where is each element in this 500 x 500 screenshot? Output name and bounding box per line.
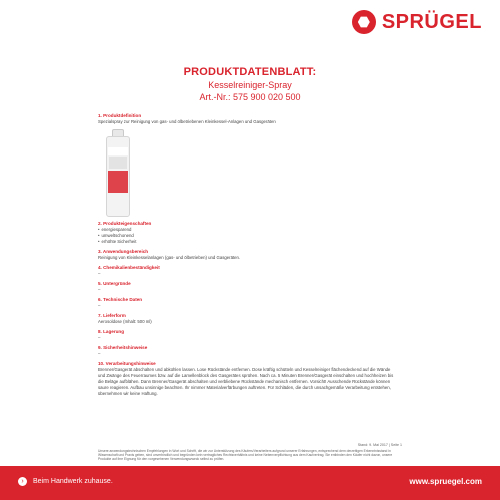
footer-bar <box>0 466 500 500</box>
section-text: – <box>98 271 101 276</box>
section-technical-data <box>98 297 398 309</box>
section-text: Spezialspray zur Reinigung von gas- und ölbetriebenen Kleinkessel-Anlagen und Gasgeräten <box>98 119 276 124</box>
section-product-properties <box>98 221 398 245</box>
section-safety-notes <box>98 345 398 357</box>
section-heading: 5. Untergründe <box>98 281 131 286</box>
brand-name: SPRÜGEL <box>381 10 482 33</box>
document-title: PRODUKTDATENBLATT: <box>183 66 317 78</box>
section-heading: 4. Chemikalienbeständigkeit <box>98 265 160 270</box>
content-column <box>98 113 398 401</box>
revision-date: Stand: 9. Mai 2017 | Seite 1 <box>357 443 402 447</box>
title-block <box>0 66 500 102</box>
product-name: Kesselreiniger-Spray <box>208 80 292 90</box>
header-bar <box>0 0 500 52</box>
section-delivery-form <box>98 313 398 325</box>
brand-logo[interactable] <box>352 10 482 34</box>
bullet-item: • erhöhte Sicherheit <box>98 239 137 244</box>
section-product-definition <box>98 113 398 125</box>
legal-footnote: Unsere anwendungstechnischen Empfehlungen in Wort und Schrift, die wir zur Unterstützung des Käufers/Verarbeiters aufgrund unserer Erfahrungen, entsprechend dem derzeitigen Erkenntnisstand in Wissenschaft und Praxis geben, sind unverbindlich und begründen kein vertragliches Rechtsverhältnis und keine Nebenverpflichtung aus dem Kaufvertrag. Sie entbinden den Käufer nicht davon, unsere Produkte auf ihre Eignung für den vorgesehenen Verwendungszweck selbst zu prüfen. <box>98 449 393 462</box>
section-heading: 10. Verarbeitungshinweise <box>98 361 156 366</box>
nut-logo-icon <box>352 10 376 34</box>
section-heading: 1. Produktdefinition <box>98 113 142 118</box>
section-text: – <box>98 335 101 340</box>
product-spray-can-image <box>106 129 128 215</box>
section-substrates <box>98 281 398 293</box>
bullet-icon: • <box>98 227 100 232</box>
bullet-icon: • <box>98 233 100 238</box>
section-heading: 2. Produkteigenschaften <box>98 221 152 226</box>
footer-slogan: Beim Handwerk zuhause. <box>33 478 113 485</box>
section-heading: 9. Sicherheitshinweise <box>98 345 148 350</box>
bullet-item: • energiesparend <box>98 227 132 232</box>
section-text: – <box>98 303 101 308</box>
article-number: Art.-Nr.: 575 900 020 500 <box>199 92 301 102</box>
footer-slogan-group <box>18 477 113 486</box>
section-storage <box>98 329 398 341</box>
bullet-icon: • <box>98 239 100 244</box>
section-text: Reinigung von Kleinkesselanlagen (gas- und ölbetrieben) und Gasgeräten. <box>98 255 241 260</box>
section-chemical-resistance <box>98 265 398 277</box>
section-text: Aerosoldose (Inhalt: 500 ml) <box>98 319 152 324</box>
section-application-area <box>98 249 398 261</box>
bullet-item: • umweltschonend <box>98 233 134 238</box>
section-heading: 7. Lieferform <box>98 313 126 318</box>
footer-website-link[interactable]: www.spruegel.com <box>409 477 482 486</box>
arrow-right-icon: › <box>18 477 27 486</box>
section-heading: 8. Lagerung <box>98 329 125 334</box>
section-text: Brenner/Gasgerät abschalten und abkühlen lassen. Lose Rückstände entfernen. Dose kräftig schütteln und Kesselreiniger flächendeckend auf die Wände und Zwänge des Feuerraumes bzw. auf die Lamellenblock des Gasgerätes sprühen. Nach ca. 5 Minuten Brenner/Gasgerät einschalten und hochheizen bis die Beläge aufblähen. Dann Brenner/Gasgerät abschalten und verbliebene Rückstände mechanisch entfernen. Vorsicht! Ausschende Rückstände können saure reagieren. Aufbau unsinnige beachten. Ihr nimmer Materialverfärbungen auftreten. Für Schläden, die durch unsachgemäße Verarbeitung entstehen, übernehmen wir keine Haftung. <box>98 367 394 396</box>
section-heading: 3. Anwendungsbereich <box>98 249 149 254</box>
section-text: – <box>98 287 101 292</box>
section-text: – <box>98 351 101 356</box>
section-heading: 6. Technische Daten <box>98 297 143 302</box>
section-processing-notes <box>98 361 398 397</box>
